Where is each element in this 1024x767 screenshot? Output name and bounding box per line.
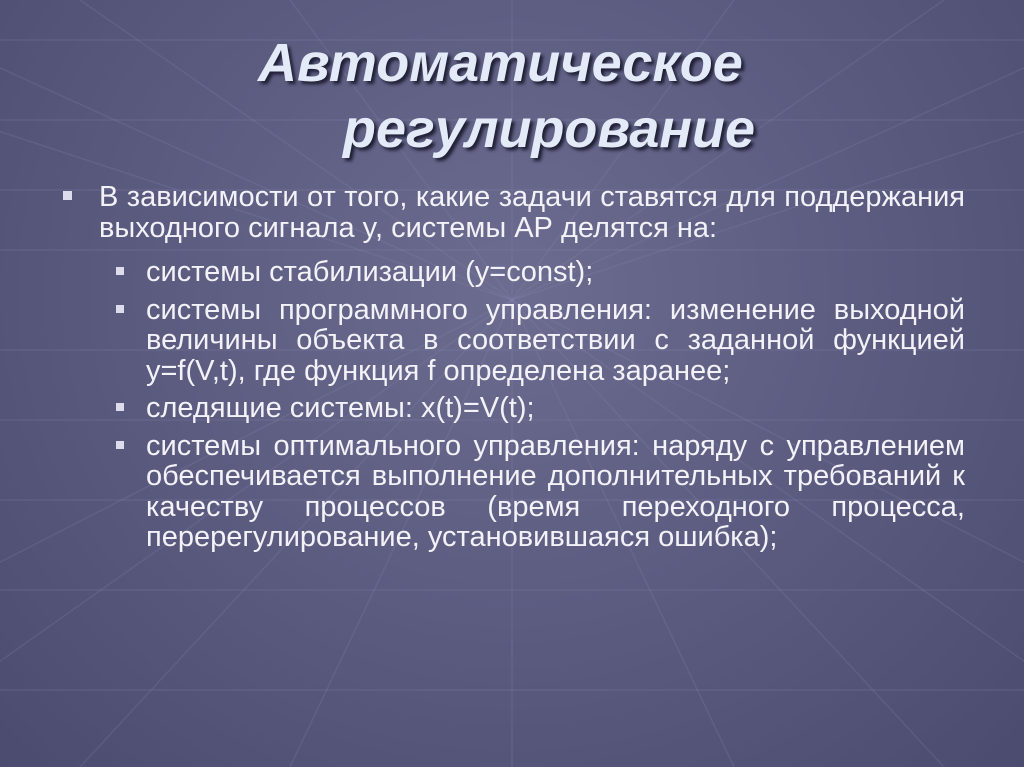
square-bullet-icon bbox=[116, 305, 124, 313]
sub-bullet-3 bbox=[104, 393, 965, 424]
intro-text: В зависимости от того, какие задачи ставятся для поддержания выходного сигнала y, системы АР делятся на: bbox=[99, 181, 965, 244]
sub-bullet-text: системы оптимального управления: наряду с управлением обеспечивается выполнение дополнительных требований к качеству процессов (время переходного процесса, перерегулирование, установившаяся ошибка); bbox=[146, 429, 965, 553]
sub-bullet-4 bbox=[104, 431, 965, 553]
square-bullet-icon bbox=[63, 191, 72, 200]
bullet-intro bbox=[57, 182, 965, 243]
sub-bullet-text: следящие системы: x(t)=V(t); bbox=[146, 392, 535, 424]
title-line-1: Автоматическое bbox=[258, 33, 743, 93]
title-line-2: регулирование bbox=[343, 99, 755, 159]
sub-bullet-text: системы стабилизации (y=const); bbox=[146, 256, 594, 288]
square-bullet-icon bbox=[116, 441, 124, 449]
slide-title bbox=[0, 30, 1024, 162]
slide-body bbox=[57, 182, 965, 553]
sub-bullet-text: системы программного управления: изменение выходной величины объекта в соответствии с заданной функцией y=f(V,t), где функция f определена заранее; bbox=[146, 293, 965, 387]
square-bullet-icon bbox=[116, 267, 124, 275]
square-bullet-icon bbox=[116, 403, 124, 411]
sub-bullet-2 bbox=[104, 295, 965, 387]
sub-bullet-1 bbox=[104, 257, 965, 288]
